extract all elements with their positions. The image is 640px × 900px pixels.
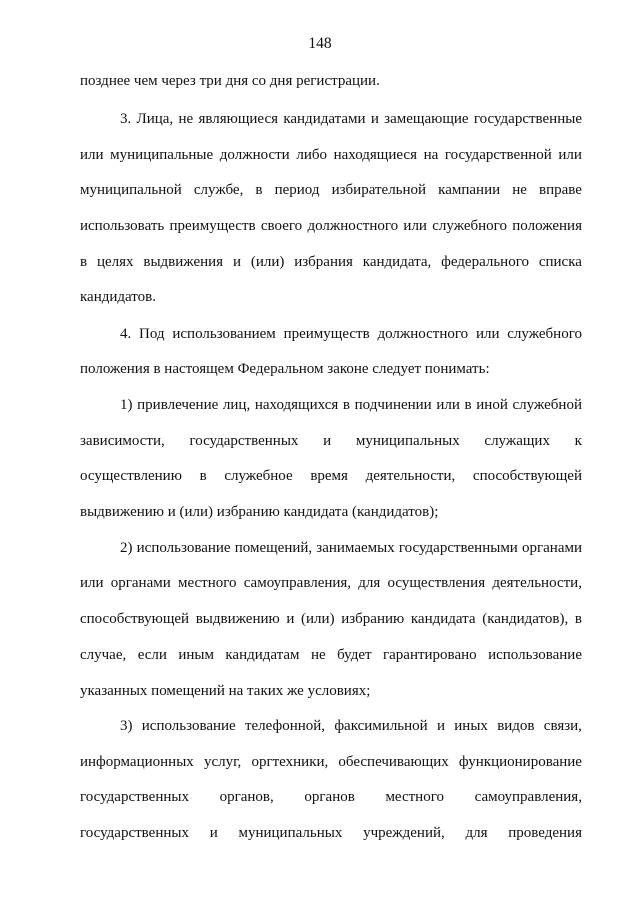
text-line [120,716,582,736]
text-word: функционирование [458,754,582,770]
text-word: или [475,326,500,342]
text-word: кандидатами [283,111,366,127]
text-word: 3. [120,111,132,127]
text-line [80,752,582,772]
text-word: не [178,111,194,127]
text-word: на [423,147,439,163]
text-word: проведения [508,825,582,841]
text-word: кампании [438,182,501,198]
page-number: 148 [308,35,332,52]
text-word: органами [521,540,582,556]
text-word: или [558,147,582,163]
text-word: государственных [189,433,299,449]
text-word: услуг, [203,754,242,770]
text-word: иной [476,397,508,413]
text-line [120,395,582,415]
text-word: служебного [507,326,582,342]
text-word: целях [96,254,134,270]
text-word: своего [260,218,303,234]
text-line [120,109,582,129]
text-word: для [465,825,488,841]
text-line [80,431,582,451]
text-word: местного [385,789,444,805]
text-word: местного [177,575,237,591]
text-word: подчинении [354,397,432,413]
text-word: к [574,433,582,449]
text-word: государственных [80,825,189,841]
text-word: Под [139,326,165,342]
text-line [80,502,438,522]
text-word: избранию [341,611,405,627]
text-word: в [80,254,88,270]
text-line [80,216,582,236]
text-line [80,359,490,379]
text-word: вправе [538,182,582,198]
text-word: использовать [80,218,165,234]
text-word: осуществления [387,575,486,591]
text-word: и [370,111,379,127]
text-word: выдвижения [143,254,224,270]
text-word: 2) [120,540,133,556]
text-word: телефонной, [244,718,326,734]
text-word: государственными [398,540,518,556]
text-word: служебного [432,218,507,234]
text-word: факсимильной [334,718,428,734]
text-word: службе, [193,182,244,198]
text-word: в [255,182,263,198]
text-word: кандидатов. [80,289,156,305]
text-word: позднее чем через три дня со дня регистрации. [80,73,380,89]
text-word: если [137,647,167,663]
text-word: 4. [120,326,132,342]
text-word: органов [304,789,355,805]
text-word: будет [337,647,372,663]
text-word: муниципальной [80,182,182,198]
text-word: преимуществ [169,218,256,234]
text-word: служебной [512,397,582,413]
text-word: случае, [80,647,127,663]
text-line [80,71,380,91]
text-line [80,823,582,843]
text-word: (или) [250,254,285,270]
text-word: федерального [441,254,529,270]
text-word: использованием [172,326,276,342]
text-word: замещающие [384,111,469,127]
text-word: государственные [473,111,582,127]
text-word: занимаемых [316,540,395,556]
text-word: списка [538,254,582,270]
text-word: 3) [120,718,133,734]
text-word: служебное [224,468,293,484]
text-word: государственных [80,789,189,805]
text-word: избрания [294,254,353,270]
text-word: (кандидатов), [482,611,569,627]
text-word: самоуправления, [243,575,352,591]
text-word: в [199,468,207,484]
text-line [80,180,582,200]
text-word: должности [219,147,290,163]
text-word: не [310,647,326,663]
text-line [80,645,582,665]
text-word: способствующей [80,611,190,627]
text-word: в [574,611,582,627]
text-word: выдвижению и (или) избранию кандидата (кандидатов); [80,504,439,520]
text-word: не [512,182,527,198]
text-line [80,681,370,701]
text-word: или [80,575,104,591]
text-word: должностного [307,218,399,234]
text-word: служащих [484,433,550,449]
text-word: либо [296,147,327,163]
text-word: деятельности, [365,468,456,484]
text-word: или [436,397,460,413]
text-word: лиц, [222,397,251,413]
text-word: муниципальных [355,433,460,449]
text-word: преимуществ [283,326,370,342]
text-word: находящихся [254,397,339,413]
text-line [80,145,582,165]
text-word: избирательной [331,182,427,198]
text-word: видов [497,718,535,734]
text-word: самоуправления, [474,789,582,805]
text-word: для [358,575,381,591]
text-word: иным [178,647,214,663]
text-word: привлечение [137,397,219,413]
text-word: помещений, [234,540,313,556]
text-word: (или) [301,611,335,627]
text-word: органами [110,575,171,591]
text-word: и [209,825,218,841]
text-line [80,287,156,307]
text-word: муниципальных [238,825,343,841]
text-word: кандидатам [225,647,300,663]
text-word: выдвижению [195,611,280,627]
text-word: деятельности, [492,575,582,591]
text-word: и [323,433,332,449]
text-word: информационных [80,754,194,770]
text-line [80,609,582,629]
text-word: способствующей [472,468,582,484]
text-word: кандидата, [362,254,432,270]
text-word: должностного [377,326,469,342]
text-word: оргтехники, [251,754,329,770]
text-word: государственной [444,147,552,163]
text-word: положения в настоящем Федеральном законе следует понимать: [80,361,490,377]
text-word: и [286,611,295,627]
text-word: указанных помещений на таких же условиях; [80,683,371,699]
text-word: учреждений, [363,825,445,841]
text-word: обеспечивающих [338,754,449,770]
text-line [120,538,582,558]
text-word: иных [454,718,488,734]
text-word: являющиеся [198,111,279,127]
text-word: период [274,182,320,198]
text-line [80,573,582,593]
text-word: и [232,254,241,270]
text-word: или [80,147,104,163]
text-line [80,466,582,486]
text-word: положения [512,218,582,234]
text-word: 1) [120,397,133,413]
text-word: в [464,397,472,413]
text-word: использование [136,540,231,556]
text-word: связи, [543,718,582,734]
text-line [80,787,582,807]
text-word: зависимости, [80,433,165,449]
text-word: кандидата [410,611,476,627]
text-word: органов, [219,789,274,805]
text-word: или [403,218,427,234]
text-word: находящиеся [333,147,417,163]
text-word: и [436,718,446,734]
text-word: время [310,468,348,484]
text-word: использование [141,718,236,734]
text-word: Лица, [136,111,174,127]
text-word: гарантировано [382,647,477,663]
text-line [80,252,582,272]
text-line [120,324,582,344]
text-word: в [342,397,350,413]
text-word: осуществлению [80,468,182,484]
text-word: муниципальные [110,147,214,163]
text-word: использование [488,647,582,663]
